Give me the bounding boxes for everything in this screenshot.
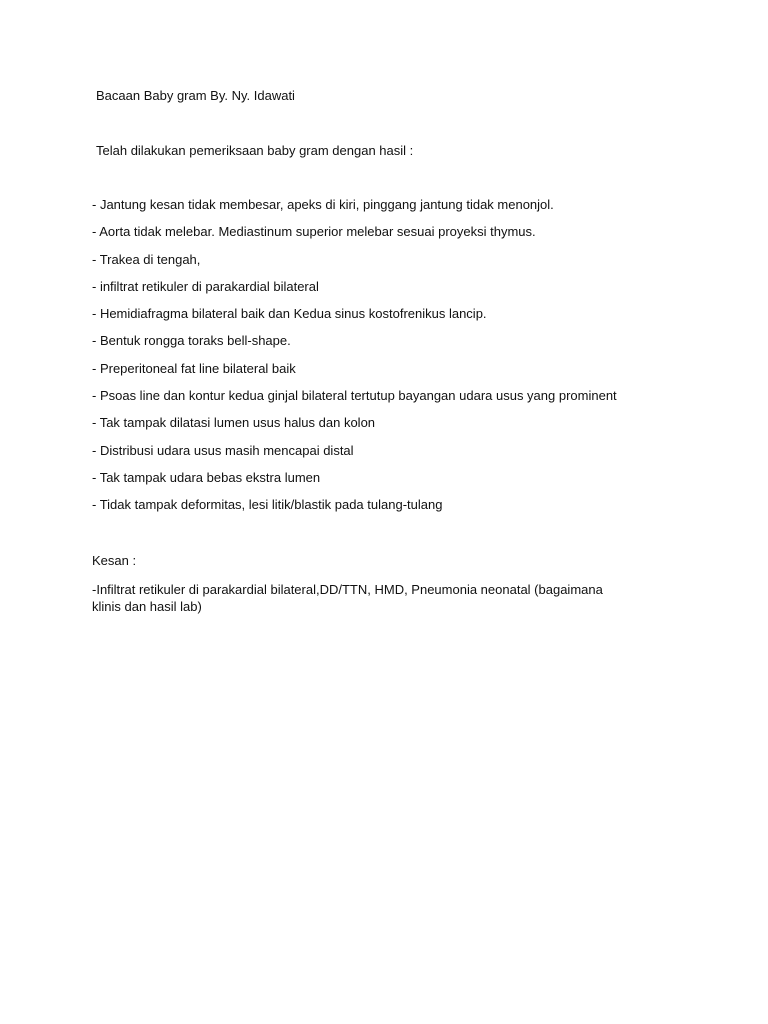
findings-list	[92, 197, 617, 525]
finding-item: - Hemidiafragma bilateral baik dan Kedua sinus kostofrenikus lancip.	[92, 306, 487, 322]
finding-item: - Distribusi udara usus masih mencapai distal	[92, 442, 354, 458]
finding-item: - Tak tampak udara bebas ekstra lumen	[92, 469, 321, 485]
kesan-label: Kesan :	[92, 553, 137, 568]
kesan-text: -Infiltrat retikuler di parakardial bilateral,DD/TTN, HMD, Pneumonia neonatal (bagaimana klinis dan hasil lab)	[92, 582, 603, 614]
finding-item: - Bentuk rongga toraks bell-shape.	[92, 333, 291, 349]
finding-item: - Trakea di tengah,	[92, 251, 201, 267]
finding-item: - Jantung kesan tidak membesar, apeks di kiri, pinggang jantung tidak menonjol.	[92, 197, 554, 212]
finding-item: - Tidak tampak deformitas, lesi litik/blastik pada tulang-tulang	[92, 497, 443, 513]
finding-item: - Preperitoneal fat line bilateral baik	[92, 360, 296, 376]
finding-item: - Psoas line dan kontur kedua ginjal bilateral tertutup bayangan udara usus yang prominent	[92, 388, 617, 404]
finding-item: - infiltrat retikuler di parakardial bilateral	[92, 278, 319, 294]
finding-item: - Aorta tidak melebar. Mediastinum superior melebar sesuai proyeksi thymus.	[92, 224, 536, 240]
finding-item: - Tak tampak dilatasi lumen usus halus dan kolon	[92, 415, 376, 431]
intro-text: Telah dilakukan pemeriksaan baby gram dengan hasil :	[96, 143, 414, 158]
document-title: Bacaan Baby gram By. Ny. Idawati	[96, 88, 295, 103]
